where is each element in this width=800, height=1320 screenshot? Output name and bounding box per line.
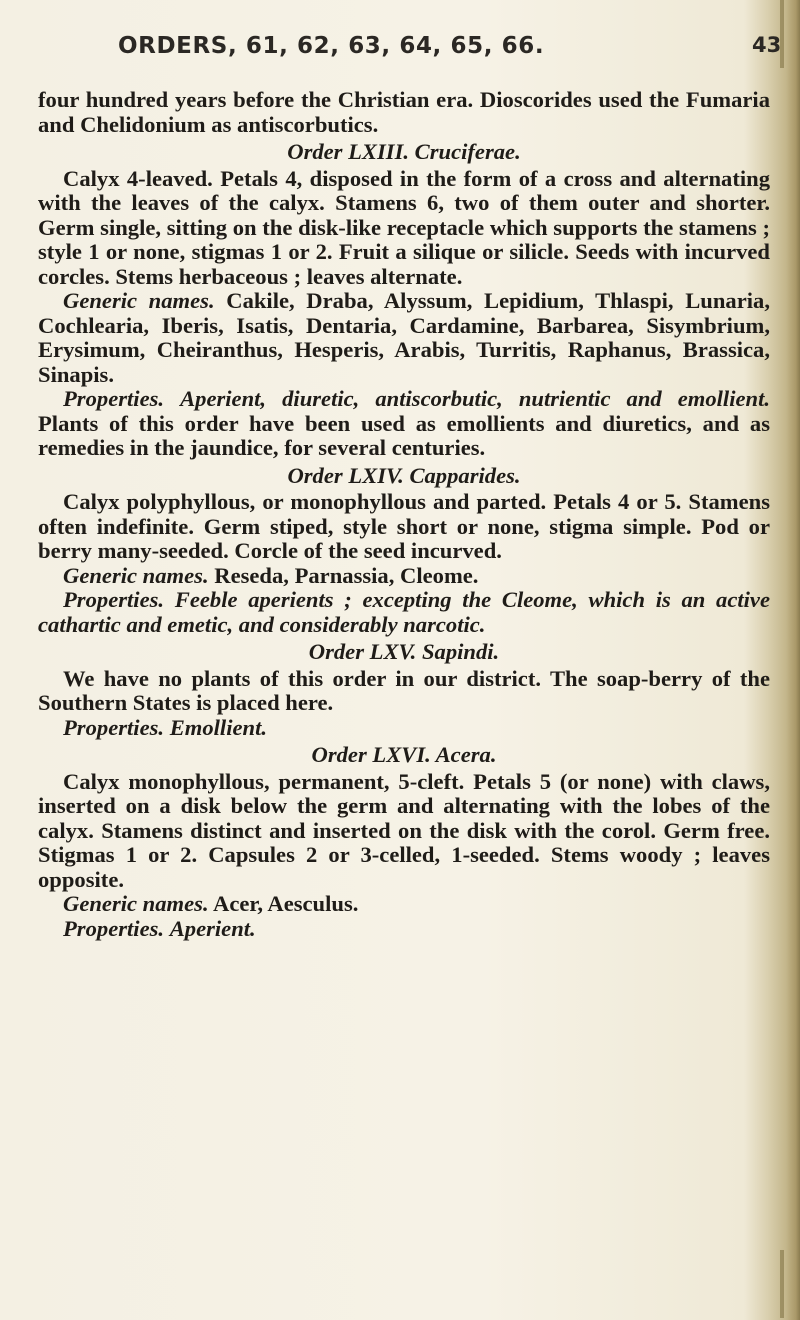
labeled-paragraph [38,588,770,637]
page-edge-mark [780,1250,784,1318]
order-heading: Order LXVI. Acera. [311,742,497,767]
order-heading: Order LXIV. Capparides. [287,462,521,488]
paragraph-label: Properties. [63,714,165,740]
labeled-paragraph [38,917,770,942]
paragraph-text: Reseda, Parnassia, Cleome. [214,562,479,588]
paragraph-label: Properties. [63,386,165,411]
paragraph-text: Acer, Aesculus. [213,891,359,916]
paragraph-text: Calyx polyphyllous, or monophyllous and parted. Petals 4 or 5. Stamens often indefinite. Germ stiped, style short or none, stigma simple. Pod or berry many-seeded. Corcle of the seed incurved. [38,489,770,563]
paragraph-label: Generic names. [63,891,209,916]
paragraph [38,770,770,893]
paragraph [38,667,770,716]
page-number: 43 [752,33,782,57]
paragraph-text: We have no plants of this order in our district. The soap-berry of the Southern States is placed here. [38,665,770,715]
paragraph-text: Cakile, Draba, Alyssum, Lepidium, Thlaspi, Lunaria, Cochlearia, Iberis, Isatis, Dentaria, Cardamine, Barbarea, Sisymbrium, Erysimum, Cheiranthus, Hesperis, Arabis, Turritis, Raphanus, Brassica, Sinapis. [38,288,770,387]
paragraph [38,88,770,137]
paragraph-label: Generic names. [63,288,215,313]
order-heading: Order LXV. Sapindi. [308,639,500,664]
page-body [38,88,770,941]
paragraph [38,490,770,564]
paragraph-label: Generic names. [63,562,209,588]
running-head [0,33,800,67]
paragraph-text: Plants of this order have been used as emollients and diuretics, and as remedies in the jaundice, for several centuries. [38,410,770,460]
paragraph [38,167,770,290]
paragraph-italic-text: Aperient. [169,915,256,941]
paragraph-italic-text: Feeble aperients ; excepting the Cleome, which is an active cathartic and emetic, and considerably narcotic. [38,587,770,637]
paragraph-text: Calyx 4-leaved. Petals 4, disposed in the form of a cross and alternating with the leaves of the calyx. Stamens 6, two of them outer and shorter. Germ single, sitting on the disk-like receptacle which supports the stamens ; style 1 or none, stigmas 1 or 2. Fruit a silique or silicle. Seeds with incurved corcles. Stems herbaceous ; leaves alternate. [38,165,770,289]
paragraph-text: Calyx monophyllous, permanent, 5-cleft. Petals 5 (or none) with claws, inserted on a disk below the germ and alternating with the lobes of the calyx. Stamens distinct and inserted on the disk with the corol. Germ free. Stigmas 1 or 2. Capsules 2 or 3-celled, 1-seeded. Stems woody ; leaves opposite. [38,768,770,892]
order-heading: Order LXIII. Cruciferae. [287,139,521,164]
paragraph-label: Properties. [63,587,165,612]
paragraph-italic-text: Emollient. [169,714,267,740]
labeled-paragraph [38,564,770,589]
labeled-paragraph [38,289,770,387]
labeled-paragraph [38,892,770,917]
page-edge-shadow [786,0,800,1320]
paragraph-text: four hundred years before the Christian era. Dioscorides used the Fumaria and Chelidonium as antiscorbutics. [38,87,770,137]
paragraph-label: Properties. [63,915,165,941]
labeled-paragraph [38,387,770,461]
labeled-paragraph [38,716,770,741]
paragraph-italic-text: Aperient, diuretic, antiscorbutic, nutrientic and emollient. [180,386,770,411]
running-head-title: ORDERS, 61, 62, 63, 64, 65, 66. [118,33,545,59]
